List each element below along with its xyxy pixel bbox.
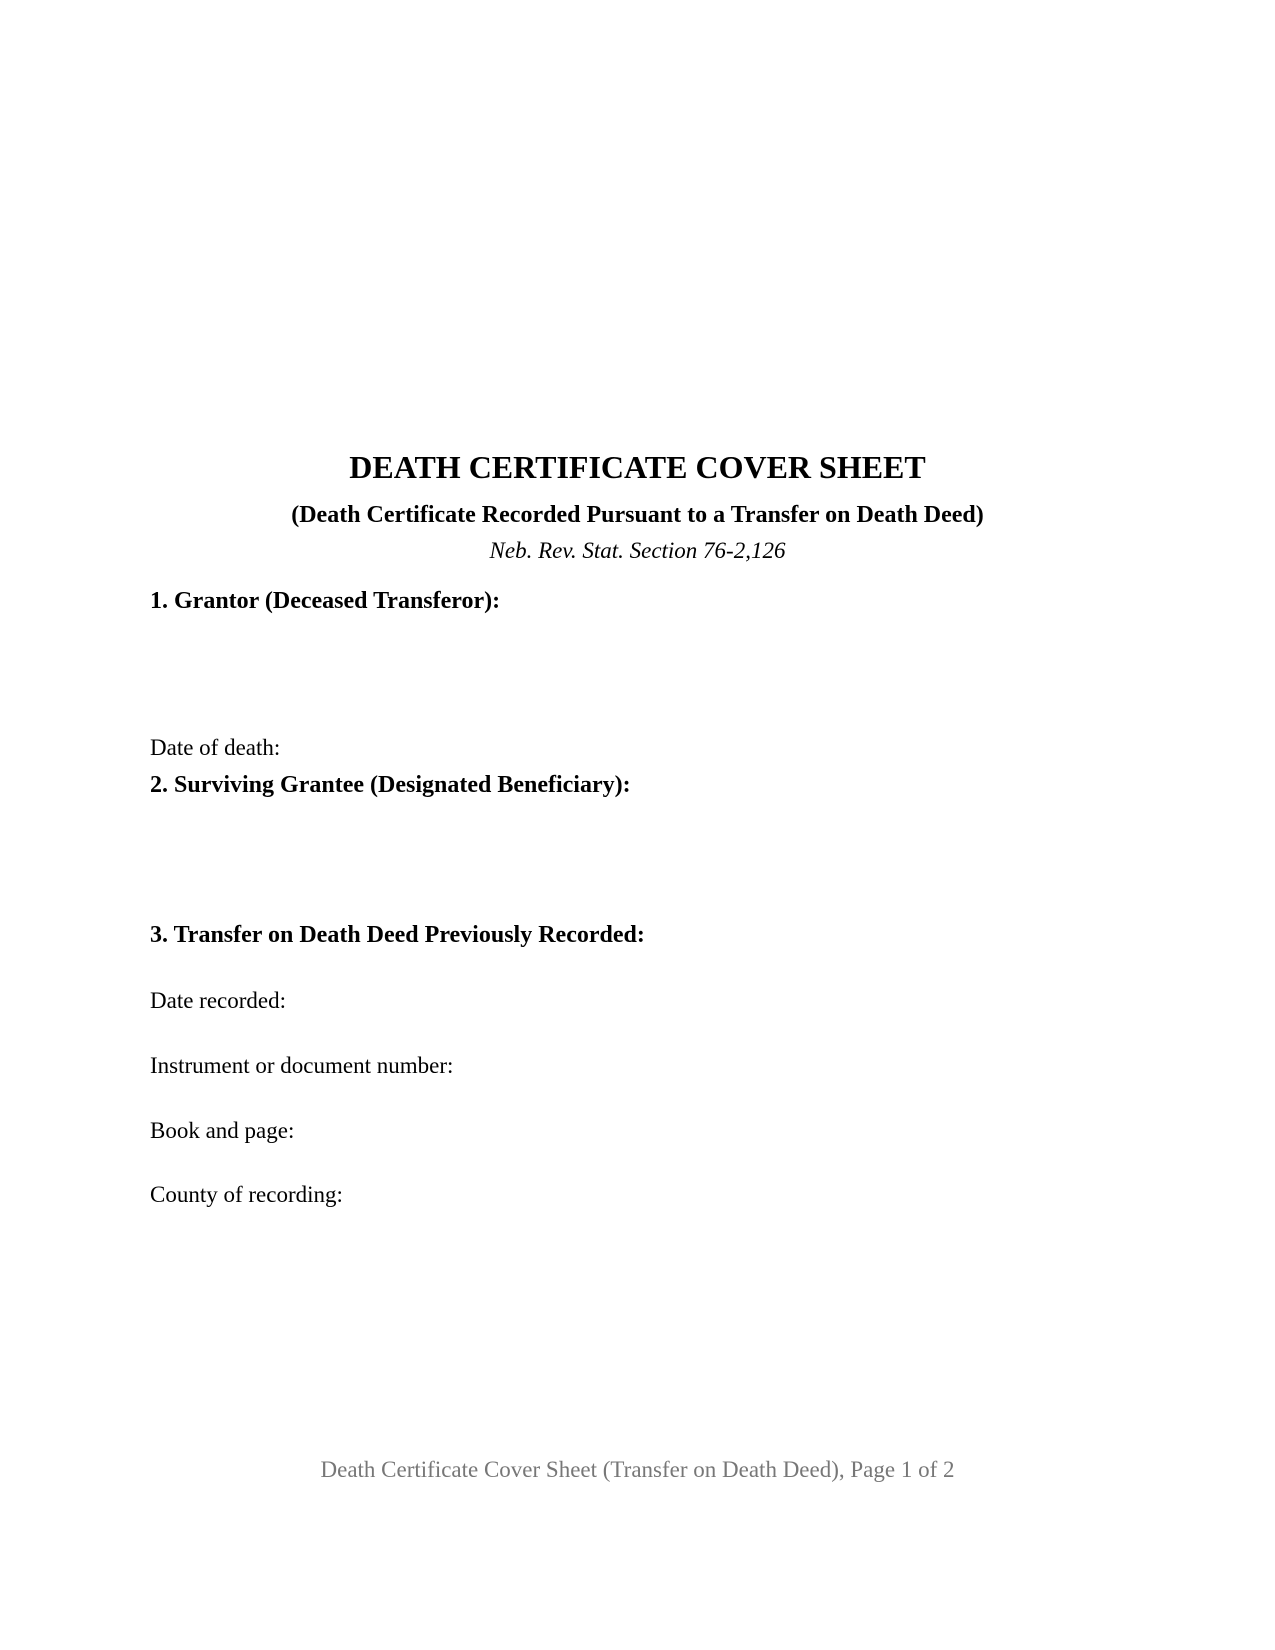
date-recorded-label: Date recorded:	[150, 988, 287, 1013]
instrument-number-label: Instrument or document number:	[150, 1053, 454, 1078]
grantor-section-heading: 1. Grantor (Deceased Transferor):	[150, 588, 501, 614]
document-title: DEATH CERTIFICATE COVER SHEET	[349, 449, 926, 485]
page-footer: Death Certificate Cover Sheet (Transfer on Death Deed), Page 1 of 2	[320, 1457, 955, 1482]
deed-section-heading: 3. Transfer on Death Deed Previously Recorded:	[150, 922, 645, 948]
statute-reference: Neb. Rev. Stat. Section 76-2,126	[489, 538, 786, 563]
document-subtitle: (Death Certificate Recorded Pursuant to a Transfer on Death Deed)	[291, 502, 984, 528]
county-of-recording-label: County of recording:	[150, 1182, 343, 1207]
date-of-death-label: Date of death:	[150, 735, 281, 760]
book-and-page-label: Book and page:	[150, 1118, 295, 1143]
grantee-section-heading: 2. Surviving Grantee (Designated Beneficiary):	[150, 772, 631, 798]
